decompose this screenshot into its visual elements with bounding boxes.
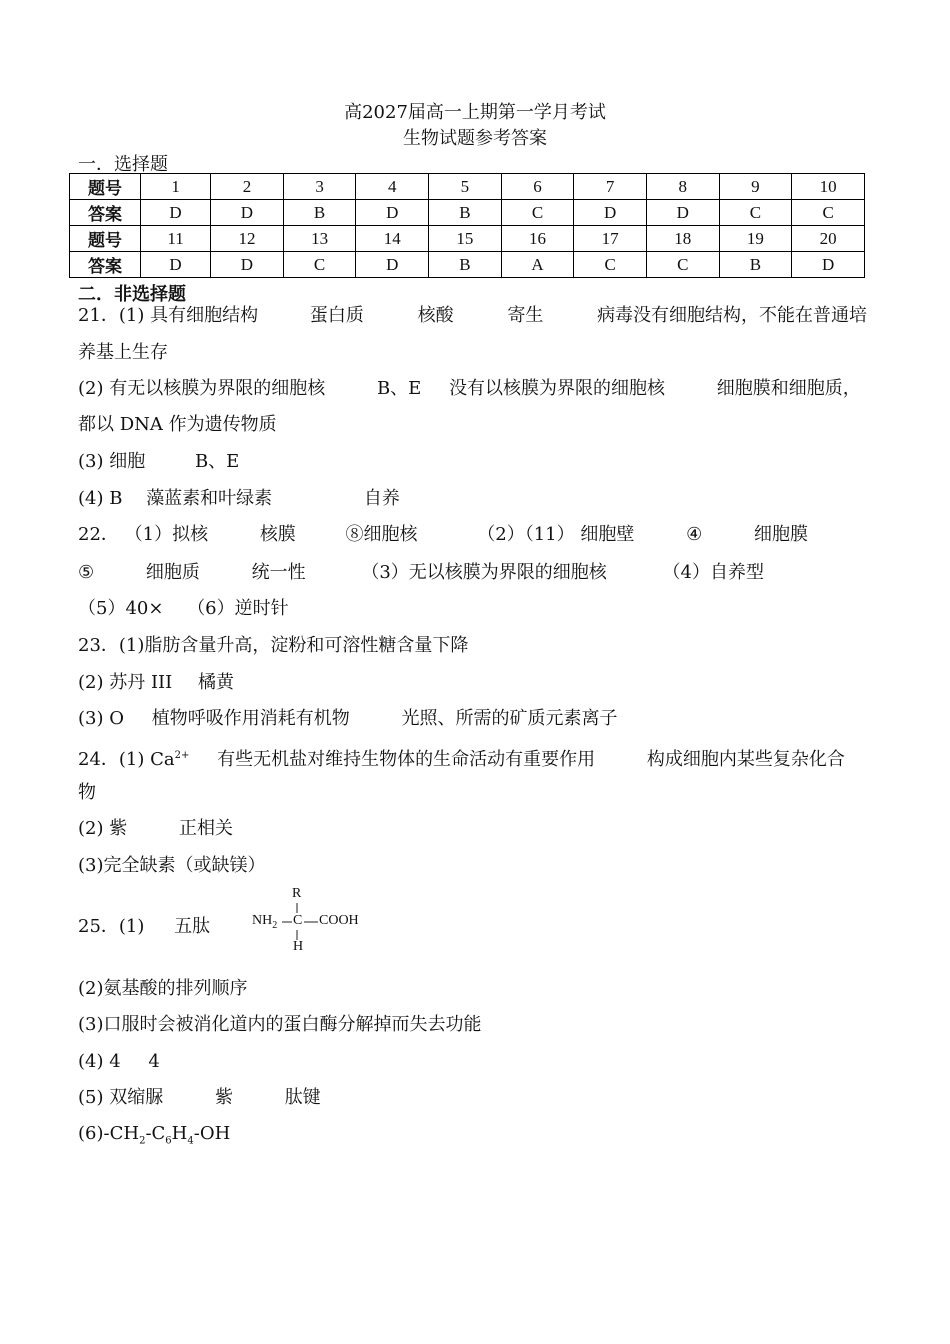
answer-text: 统一性 (251, 562, 306, 583)
answer-text: 病毒没有细胞结构，不能在普通培 (597, 305, 868, 326)
answer-text: 寄生 (507, 305, 544, 326)
answer-line-21-1 (78, 304, 867, 328)
table-cell: 10 (792, 174, 865, 200)
table-cell: C (501, 200, 574, 226)
answer-text: (3) O (78, 708, 124, 729)
table-cell: C (719, 200, 792, 226)
answer-line-23-2 (78, 671, 234, 695)
table-cell: 1 (141, 174, 211, 200)
answer-text: 25．(1) (78, 916, 145, 937)
answer-line-25-4 (78, 1050, 160, 1074)
row-header-question: 题号 (70, 174, 141, 200)
answer-line-23-3 (78, 707, 617, 731)
answer-text: B、E (194, 451, 240, 472)
answer-text: 植物呼吸作用消耗有机物 (151, 708, 350, 729)
subscript: 2 (272, 919, 278, 931)
answer-line-21-5 (78, 450, 239, 474)
formula-part: -C (145, 1123, 166, 1144)
answer-text: （4）自养型 (662, 562, 764, 583)
amino-acid-structure (252, 886, 372, 956)
answer-text: (2) 苏丹 III (78, 672, 173, 693)
section-choice-heading: 一．选择题 (78, 154, 168, 175)
table-cell: D (356, 252, 429, 278)
answer-text: 细胞膜和细胞质， (716, 378, 861, 399)
answer-line-21-2: 养基上生存 (78, 342, 168, 363)
answer-line-21-6 (78, 487, 400, 511)
table-cell: 14 (356, 226, 429, 252)
table-cell: D (211, 200, 284, 226)
formula-part: H (171, 1123, 188, 1144)
row-header-question: 题号 (70, 226, 141, 252)
answer-text: B、E (376, 378, 422, 399)
table-cell: 18 (646, 226, 719, 252)
structure-central-carbon: C (293, 913, 303, 928)
table-cell: 2 (211, 174, 284, 200)
table-cell: A (501, 252, 574, 278)
table-cell: C (792, 200, 865, 226)
table-cell: D (211, 252, 284, 278)
answer-text: (5) 双缩脲 (78, 1087, 164, 1108)
answer-text: 核酸 (417, 305, 454, 326)
answer-line-22-3 (78, 597, 289, 621)
subscript: 2 (139, 1135, 146, 1147)
answer-line-24-2: 物 (78, 782, 96, 803)
table-cell: 7 (574, 174, 647, 200)
table-cell: C (574, 252, 647, 278)
structure-r-group: R (292, 886, 302, 901)
answer-text: 没有以核膜为界限的细胞核 (449, 378, 666, 399)
answer-line-24-1 (78, 744, 845, 772)
answer-text: 藻蓝素和叶绿素 (146, 488, 273, 509)
table-cell: 4 (356, 174, 429, 200)
subscript: 4 (187, 1135, 194, 1147)
page-subtitle: 生物试题参考答案 (403, 128, 547, 149)
table-cell: 20 (792, 226, 865, 252)
answer-text: 24．(1) Ca (78, 749, 175, 770)
answer-text: 核膜 (259, 524, 296, 545)
table-cell: 12 (211, 226, 284, 252)
table-cell: B (283, 200, 356, 226)
table-cell: 15 (429, 226, 502, 252)
row-header-answer: 答案 (70, 200, 141, 226)
table-cell: 5 (429, 174, 502, 200)
structure-nh: NH (252, 913, 273, 928)
superscript: 2+ (174, 750, 190, 761)
table-cell: D (574, 200, 647, 226)
answer-text: 构成细胞内某些复杂化合 (646, 749, 845, 770)
answer-text: 22． （1）拟核 (78, 524, 209, 545)
answer-line-25-2: (2)氨基酸的排列顺序 (78, 978, 248, 999)
answer-line-22-1 (78, 523, 808, 547)
answer-text: 细胞膜 (753, 524, 808, 545)
table-row-answers-1 (70, 200, 865, 226)
table-cell: 9 (719, 174, 792, 200)
table-cell: D (356, 200, 429, 226)
table-row-numbers-2 (70, 226, 865, 252)
table-cell: B (429, 252, 502, 278)
table-cell: B (429, 200, 502, 226)
answer-text: 4 (148, 1051, 160, 1072)
table-cell: D (792, 252, 865, 278)
answer-text: (4) B (78, 488, 123, 509)
table-cell: 3 (283, 174, 356, 200)
table-cell: 8 (646, 174, 719, 200)
subscript: 6 (165, 1135, 172, 1147)
answer-text: （2）（11） 细胞壁 (477, 524, 635, 545)
answer-line-21-4: 都以 DNA 作为遗传物质 (78, 414, 277, 435)
answer-text: 自养 (363, 488, 400, 509)
formula-part: (6)-CH (78, 1123, 140, 1144)
table-row-numbers-1 (70, 174, 865, 200)
answer-line-25-5 (78, 1086, 321, 1110)
answer-text: 有些无机盐对维持生物体的生命活动有重要作用 (217, 749, 596, 770)
table-cell: D (141, 200, 211, 226)
answer-text: 正相关 (178, 818, 233, 839)
answer-text: ④ (686, 524, 703, 545)
answer-text: 21．(1) 具有细胞结构 (78, 305, 259, 326)
answer-text: (4) 4 (78, 1051, 121, 1072)
answer-text: 光照、所需的矿质元素离子 (401, 708, 618, 729)
answer-text: 细胞质 (145, 562, 200, 583)
table-cell: 19 (719, 226, 792, 252)
table-cell: D (141, 252, 211, 278)
answer-line-25-3: (3)口服时会被消化道内的蛋白酶分解掉而失去功能 (78, 1014, 482, 1035)
structure-hydrogen: H (293, 939, 304, 954)
answer-text: （6）逆时针 (187, 598, 289, 619)
structure-carboxyl-group: COOH (319, 913, 359, 928)
table-row-answers-2 (70, 252, 865, 278)
answer-text: (2) 有无以核膜为界限的细胞核 (78, 378, 326, 399)
answer-line-25-6 (78, 1122, 230, 1154)
table-cell: B (719, 252, 792, 278)
table-cell: 13 (283, 226, 356, 252)
answer-line-25-1 (78, 915, 210, 939)
table-cell: C (283, 252, 356, 278)
table-cell: 11 (141, 226, 211, 252)
answer-text: (2) 紫 (78, 818, 128, 839)
row-header-answer: 答案 (70, 252, 141, 278)
table-cell: D (646, 200, 719, 226)
answer-line-23-1: 23．(1)脂肪含量升高，淀粉和可溶性糖含量下降 (78, 635, 469, 656)
answer-line-21-3 (78, 377, 861, 401)
answer-line-22-2 (78, 561, 764, 585)
answer-text: （3）无以核膜为界限的细胞核 (361, 562, 607, 583)
table-cell: C (646, 252, 719, 278)
answer-text: (3) 细胞 (78, 451, 146, 472)
table-cell: 17 (574, 226, 647, 252)
answer-text: 蛋白质 (309, 305, 364, 326)
answer-text: 五肽 (174, 916, 211, 937)
table-cell: 16 (501, 226, 574, 252)
page-title: 高2027届高一上期第一学月考试 (344, 102, 606, 123)
answer-text: （5）40× (78, 598, 164, 619)
answer-line-24-3 (78, 817, 233, 841)
section-nonchoice-heading: 二．非选择题 (78, 284, 186, 305)
structure-amino-group (252, 913, 277, 931)
answer-text: 紫 (214, 1087, 233, 1108)
answer-text: ⑤ (78, 562, 95, 583)
answer-table (69, 173, 865, 278)
formula-part: -OH (193, 1123, 231, 1144)
table-cell: 6 (501, 174, 574, 200)
answer-line-24-4: (3)完全缺素（或缺镁） (78, 855, 266, 876)
answer-text: 肽键 (284, 1087, 321, 1108)
answer-text: 橘黄 (198, 672, 235, 693)
answer-text: ⑧细胞核 (345, 524, 418, 545)
